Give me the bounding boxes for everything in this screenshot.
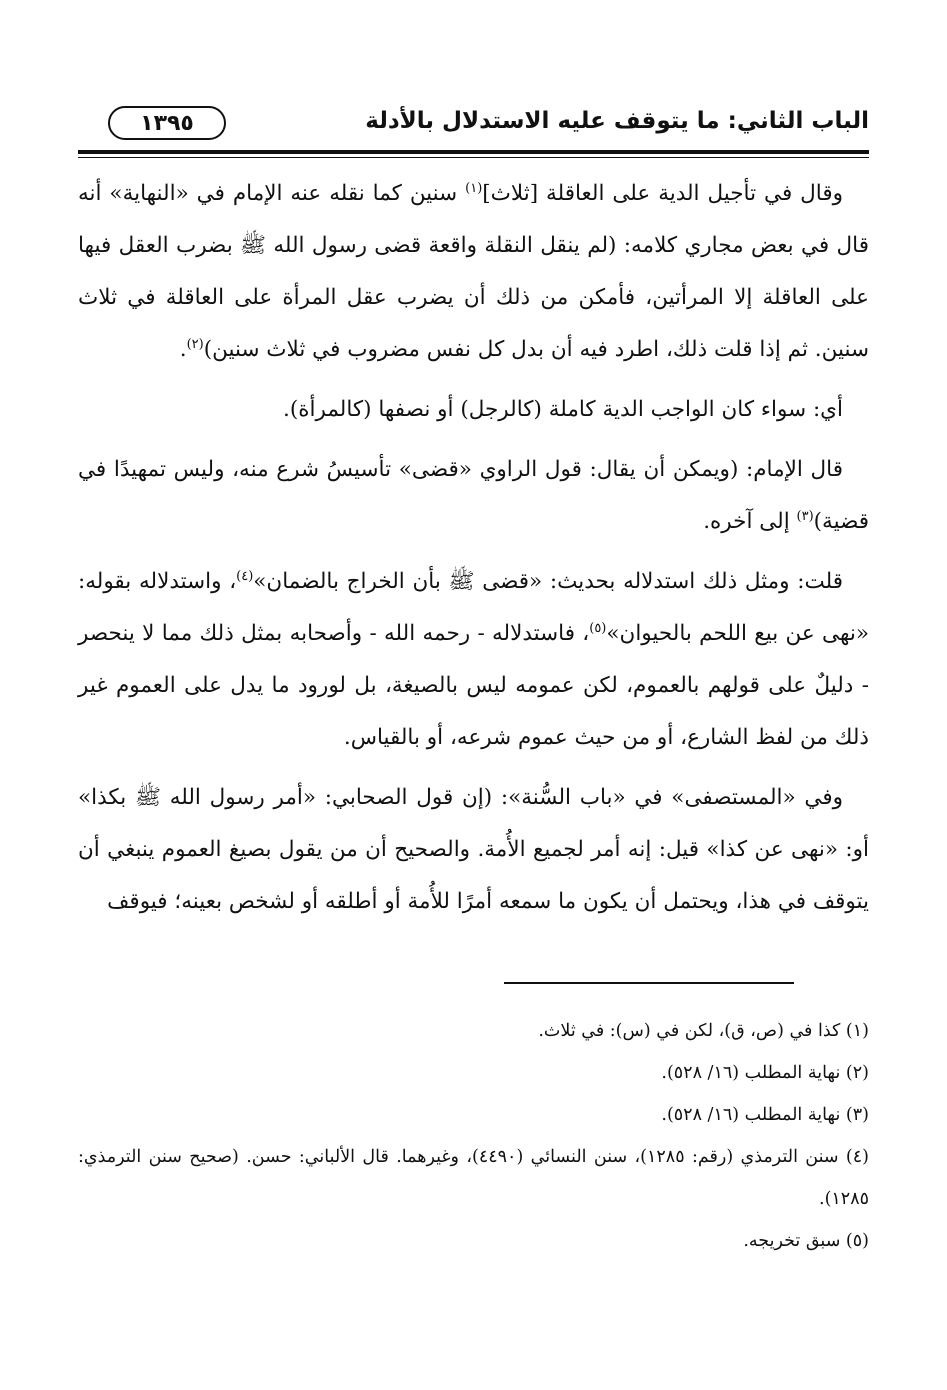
paragraph-text: وقال في تأجيل الدية على العاقلة [ثلاث]	[482, 181, 844, 206]
paragraph	[78, 772, 869, 928]
paragraph	[78, 556, 869, 764]
footnote: (٣) نهاية المطلب (١٦/ ٥٢٨).	[661, 1105, 869, 1125]
page-number-badge: ١٣٩٥	[108, 106, 226, 140]
footnote: (١) كذا في (ص، ق)، لكن في (س): في ثلاث.	[538, 1021, 869, 1041]
paragraph	[78, 384, 869, 436]
chapter-title: الباب الثاني: ما يتوقف عليه الاستدلال بالأدلة	[365, 108, 869, 134]
paragraph-text: قال الإمام: (ويمكن أن يقال: قول الراوي «قضى» تأسيسُ شرع منه، وليس تمهيدًا في قضية)	[78, 457, 869, 534]
footnote: (٢) نهاية المطلب (١٦/ ٥٢٨).	[661, 1063, 869, 1083]
paragraph-text: .	[179, 337, 187, 362]
paragraph-text: سنين كما نقله عنه الإمام في «النهاية» أنه قال في بعض مجاري كلامه: (لم ينقل النقلة واقعة قضى رسول الله ﷺ بضرب العقل فيها على العاقلة إلا المرأتين، فأمكن من ذلك أن يضرب عقل المرأة على العاقلة في ثلاث سنين. ثم إذا قلت ذلك، اطرد فيه أن بدل كل نفس مضروب في ثلاث سنين)	[78, 181, 869, 362]
footnote: (٤) سنن الترمذي (رقم: ١٢٨٥)، سنن النسائي (٤٤٩٠)، وغيرهما. قال الألباني: حسن. (صحيح سنن الترمذي: ١٢٨٥).	[78, 1147, 869, 1209]
footnote-ref: (٤)	[236, 568, 254, 584]
footnote-ref: (١)	[465, 180, 483, 196]
header-rule-thick	[78, 150, 869, 154]
header-rule-thin	[78, 157, 869, 158]
main-text	[78, 168, 869, 936]
paragraph-text: قلت: ومثل ذلك استدلاله بحديث: «قضى ﷺ بأن الخراج بالضمان»	[253, 569, 843, 594]
paragraph	[78, 168, 869, 376]
page-header	[78, 100, 869, 146]
paragraph-text: ، واستدلاله بقوله: «نهى عن بيع اللحم بالحيوان»	[78, 569, 869, 646]
footnote-ref: (٢)	[186, 336, 204, 352]
paragraph-text: ، فاستدلاله - رحمه الله - وأصحابه بمثل ذلك مما لا ينحصر - دليلٌ على قولهم بالعموم، لكن عمومه ليس بالصيغة، بل لورود ما يدل على العموم غير ذلك من لفظ الشارع، أو من حيث عموم شرعه، أو بالقياس.	[78, 621, 869, 750]
paragraph-text: وفي «المستصفى» في «باب السُّنة»: (إن قول الصحابي: «أمر رسول الله ﷺ بكذا» أو: «نهى عن كذا» قيل: إنه أمر لجميع الأُمة. والصحيح أن من يقول بصيغ العموم ينبغي أن يتوقف في هذا، ويحتمل أن يكون ما سمعه أمرًا للأُمة أو أطلقه أو لشخص بعينه؛ فيوقف	[78, 785, 869, 914]
footnotes	[78, 1010, 869, 1262]
paragraph-text: إلى آخره.	[703, 509, 797, 534]
footnote: (٥) سبق تخريجه.	[743, 1231, 869, 1251]
footnote-separator	[504, 982, 794, 984]
footnote-ref: (٥)	[589, 620, 607, 636]
paragraph	[78, 444, 869, 548]
footnote-ref: (٣)	[796, 508, 814, 524]
paragraph-text: أي: سواء كان الواجب الدية كاملة (كالرجل) أو نصفها (كالمرأة).	[283, 397, 843, 422]
